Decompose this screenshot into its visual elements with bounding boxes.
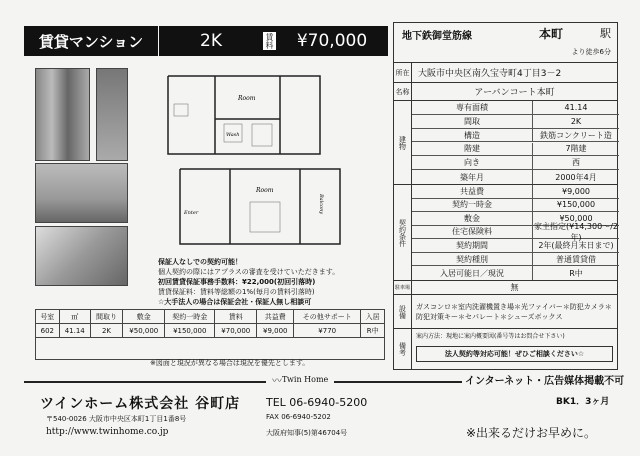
floorplan-note: ※図面と現況が異なる場合は現況を優先とします。 [150, 359, 310, 367]
building-section [394, 101, 617, 185]
contract-value: ¥150,000 [532, 199, 619, 212]
building-row [412, 115, 619, 129]
station-row [394, 23, 617, 63]
entrance-photo [96, 68, 128, 161]
rent-label: 賃料 [265, 33, 274, 49]
val-support: ¥770 [294, 324, 361, 338]
contract-key: 契約一時金 [452, 200, 492, 210]
stairs-photo [35, 226, 128, 286]
station-walk: より徒歩6分 [571, 48, 611, 56]
contract-row [412, 266, 619, 280]
summary-value-row [36, 324, 385, 338]
contract-row [412, 253, 619, 267]
ref-code: BK1．3ヶ月 [556, 397, 610, 407]
summary-table [35, 309, 385, 360]
contract-row [412, 239, 619, 253]
station-suffix: 駅 [600, 27, 611, 40]
company-tel: TEL 06-6940-5200 [266, 396, 368, 409]
station-line: 地下鉄御堂筋線 [402, 31, 472, 42]
internet-notice: インターネット・広告媒体掲載不可 [462, 372, 627, 387]
building-key: 向き [464, 158, 480, 168]
company-license: 大阪府知事(5)第46704号 [266, 429, 348, 437]
contract-key: 共益費 [460, 186, 484, 196]
parking-label: 駐車場 [394, 281, 412, 294]
notes-line1: 案内方法：現地に案内概要図(番号等はお問合せ下さい) [416, 333, 565, 340]
val-rent: ¥70,000 [215, 324, 257, 338]
building-value: 2K [532, 115, 619, 128]
room2-label: Room [256, 187, 274, 194]
val-movein: R中 [361, 324, 385, 338]
col-common: 共益費 [257, 310, 294, 324]
company-address: 〒540-0026 大阪市中央区本町1丁目1番8号 [46, 415, 187, 423]
campaign-block [158, 257, 380, 307]
val-area: 41.14 [59, 324, 90, 338]
facilities-row [394, 295, 617, 329]
val-room: 602 [36, 324, 60, 338]
contract-value: R中 [532, 266, 619, 280]
brand-name: Twin Home [282, 375, 329, 384]
building-value: 7階建 [532, 143, 619, 156]
val-deposit: ¥50,000 [123, 324, 165, 338]
facilities-label: 設備 [394, 295, 412, 328]
val-lumpsum: ¥150,000 [165, 324, 215, 338]
rent-banner [158, 26, 388, 56]
floor-plan [160, 74, 350, 254]
summary-header-row [36, 310, 385, 324]
contract-value: 2年(最終月末日まで) [532, 239, 619, 252]
address-value: 大阪市中央区南久宝寺町4丁目3－2 [418, 69, 562, 79]
address-row [394, 63, 617, 83]
layout-value: 2K [200, 31, 222, 51]
parking-value: 無 [510, 283, 519, 292]
col-layout: 間取り [90, 310, 122, 324]
building-key: 階建 [464, 144, 480, 154]
wash-label: Wash [226, 132, 240, 138]
address-label: 所在 [394, 63, 412, 82]
contract-key: 契約種別 [456, 254, 488, 264]
col-movein: 入居 [361, 310, 385, 324]
building-exterior-photo [35, 68, 90, 161]
building-value: 鉄筋コンクリート造 [532, 129, 619, 142]
name-label: 名称 [394, 83, 412, 100]
val-common: ¥9,000 [257, 324, 294, 338]
brand-logo [266, 372, 334, 387]
building-label: 建物 [394, 101, 412, 184]
contract-key: 住宅保険料 [452, 227, 492, 237]
contract-row [412, 185, 619, 199]
type-banner [24, 26, 158, 56]
facilities-value: ガスコンロ＊室内洗濯機置き場＊光ファイバー＊防犯カメラ＊防犯対策キー＊セパレート＊シューズボックス [416, 302, 612, 321]
building-row [412, 156, 619, 170]
contract-value: 普通賃貸借 [532, 253, 619, 266]
building-key: 築年月 [460, 172, 484, 182]
contract-label: 契約条件 [394, 185, 412, 280]
contract-key: 契約期間 [456, 241, 488, 251]
col-rent: 賃料 [215, 310, 257, 324]
contract-key: 敷金 [464, 213, 480, 223]
building-key: 構造 [464, 130, 480, 140]
building-row [412, 129, 619, 143]
disclaimer: ※出来るだけお早めに。 [466, 426, 597, 440]
company-fax: FAX 06-6940-5202 [266, 413, 331, 421]
station-name: 本町 [539, 27, 564, 41]
contract-row [412, 199, 619, 213]
company-name: ツインホーム株式会社 谷町店 [40, 396, 241, 412]
room1-label: Room [238, 95, 256, 102]
entry-label: Enter [184, 210, 199, 216]
col-lumpsum: 契約一時金 [165, 310, 215, 324]
col-support: その他サポート [294, 310, 361, 324]
corporate-note: 法人契約等対応可能！ぜひご相談ください☆ [416, 346, 613, 362]
col-deposit: 敷金 [123, 310, 165, 324]
company-url[interactable]: http://www.twinhome.co.jp [46, 427, 169, 437]
contract-key: 入居可能日／現況 [440, 268, 504, 278]
building-key: 専有面積 [456, 102, 488, 112]
room-interior-photo [35, 163, 128, 223]
campaign-line1: 保証人なしでの契約可能！ [158, 258, 242, 266]
notes-row [394, 329, 617, 369]
val-layout: 2K [90, 324, 122, 338]
building-value: 41.14 [532, 101, 619, 114]
campaign-line3: 初回賃貸保証事務手数料：¥22,000(初回引落時) [158, 278, 316, 286]
type-label: 賃貸マンション [38, 32, 144, 51]
building-row [412, 143, 619, 157]
details-panel [393, 22, 618, 370]
building-value: 2000年4月 [532, 170, 619, 184]
name-row [394, 83, 617, 101]
building-value: 西 [532, 156, 619, 169]
building-row [412, 101, 619, 115]
swoosh-icon: 〰 [272, 376, 282, 387]
campaign-line4: 賃貸保証料：賃料等総額の1%(毎月の賃料引落時) [158, 288, 315, 296]
contract-section [394, 185, 617, 281]
contract-value: ¥50,000 [532, 212, 619, 225]
contract-row [412, 221, 619, 242]
rent-value: ¥70,000 [296, 31, 368, 51]
col-room: 号室 [36, 310, 60, 324]
col-area: ㎡ [59, 310, 90, 324]
campaign-line2: 個人契約の際にはアプラスの審査を受けていただきます。 [158, 268, 340, 276]
name-value: アーバンコート本町 [474, 88, 555, 98]
building-row [412, 170, 619, 184]
contract-value: ¥9,000 [532, 185, 619, 198]
notes-label: 備考 [394, 329, 412, 369]
contract-value: 家主指定(¥14,300～/2年) [534, 221, 618, 242]
parking-row [394, 281, 617, 295]
building-key: 間取 [464, 116, 480, 126]
balcony-label: Balcony [318, 194, 324, 215]
campaign-line5: ☆大手法人の場合は保証会社・保証人無し相談可 [158, 298, 312, 306]
